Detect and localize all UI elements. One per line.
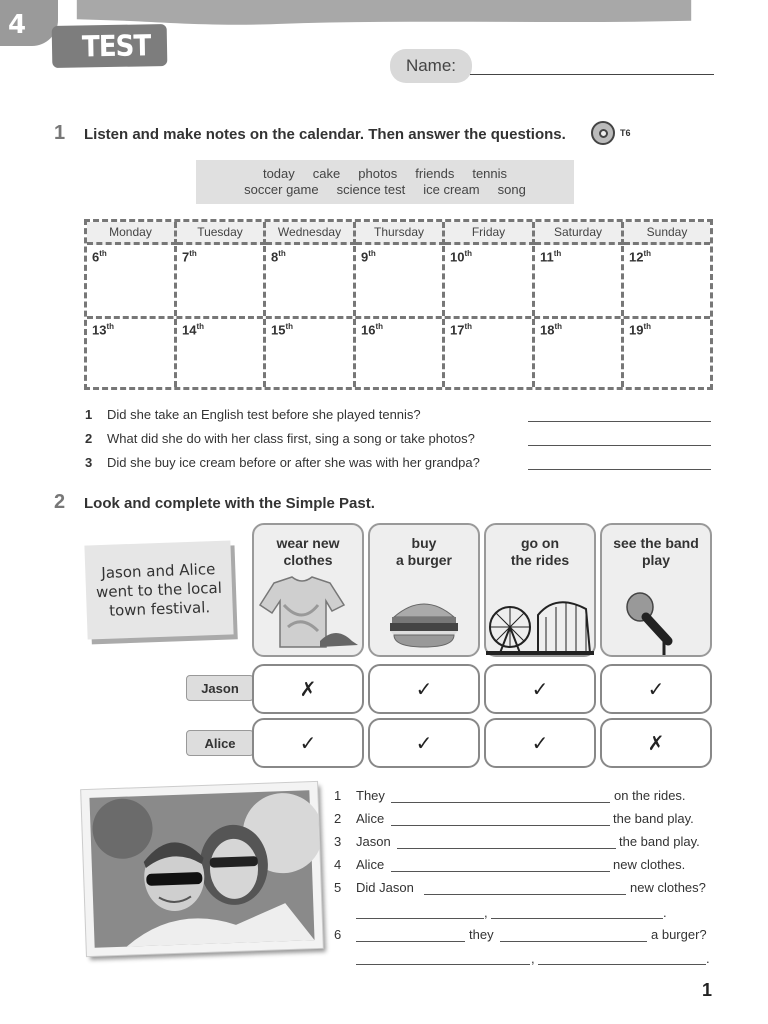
activity-card-see-band: see the band play: [600, 523, 712, 657]
word-item: today: [262, 166, 295, 181]
answer-line-1[interactable]: [528, 421, 711, 422]
audio-cd-icon[interactable]: [591, 121, 615, 145]
sentence-5: 5 Did Jason: [334, 880, 414, 895]
sentence-4: 4 Alice: [334, 857, 385, 872]
question-3: 3 Did she buy ice cream before or after she was with her grandpa?: [85, 455, 480, 470]
calendar-day-cell[interactable]: 7th: [177, 246, 266, 316]
sentence-6: 6: [334, 927, 342, 942]
calendar-day-cell[interactable]: 12th: [629, 249, 652, 265]
mark-cell: ✓: [368, 664, 480, 714]
day-header-saturday: Saturday: [535, 222, 624, 245]
exercise-1-number: 1: [54, 122, 66, 144]
period: .: [663, 905, 667, 920]
sentence-1-blank[interactable]: [391, 802, 610, 803]
sentence-3-blank[interactable]: [397, 848, 616, 849]
calendar-day-cell[interactable]: 11th: [535, 246, 624, 316]
track-number: T6: [620, 128, 631, 138]
name-field[interactable]: [470, 74, 714, 75]
answer-line-3[interactable]: [528, 469, 711, 470]
calendar-day-cell[interactable]: 19th: [629, 322, 652, 338]
word-item: science test: [336, 182, 406, 197]
answer-line-2[interactable]: [528, 445, 711, 446]
sentence-2: 2 Alice: [334, 811, 385, 826]
person-tag-jason: Jason: [186, 675, 254, 701]
day-header-friday: Friday: [445, 222, 535, 245]
calendar-day-cell[interactable]: 6th: [87, 246, 177, 316]
day-header-sunday: Sunday: [624, 222, 710, 245]
activity-card-go-on-rides: go on the rides: [484, 523, 596, 657]
sentence-6-answer-blank-2[interactable]: [538, 964, 706, 965]
mark-cell: ✓: [484, 718, 596, 768]
sentence-4-end: new clothes.: [613, 857, 686, 872]
day-header-wednesday: Wednesday: [266, 222, 356, 245]
sentence-5-blank[interactable]: [424, 894, 626, 895]
mark-cell: ✓: [252, 718, 364, 768]
activity-card-buy-burger: buy a burger: [368, 523, 480, 657]
sentence-5-answer-blank-1[interactable]: [356, 918, 484, 919]
person-tag-alice: Alice: [186, 730, 254, 756]
exercise-2-number: 2: [54, 491, 66, 513]
word-item: cake: [312, 166, 341, 181]
mark-cell: ✓: [600, 664, 712, 714]
mark-cell: ✓: [484, 664, 596, 714]
sentence-6-mid: they: [469, 927, 494, 942]
calendar: [84, 219, 713, 390]
activity-card-wear-clothes: wear new clothes: [252, 523, 364, 657]
unit-number: 4: [8, 10, 27, 40]
test-badge: TEST: [52, 24, 168, 68]
sentence-5-end: new clothes?: [630, 880, 706, 895]
calendar-day-cell[interactable]: 10th: [445, 246, 535, 316]
comma: ,: [531, 951, 535, 966]
sentence-2-end: the band play.: [613, 811, 694, 826]
word-item: friends: [415, 166, 455, 181]
microphone-icon: [602, 589, 710, 657]
intro-note: Jason and Alice went to the local town festival.: [84, 540, 233, 639]
word-item: ice cream: [423, 182, 480, 197]
word-item: song: [497, 182, 526, 197]
sentence-6-blank-2[interactable]: [500, 941, 647, 942]
word-item: tennis: [472, 166, 508, 181]
sentence-3: 3 Jason: [334, 834, 391, 849]
exercise-2-instruction: Look and complete with the Simple Past.: [84, 495, 375, 512]
sentence-1-end: on the rides.: [614, 788, 686, 803]
sentence-1: 1 They: [334, 788, 385, 803]
word-box: [196, 160, 574, 204]
period: .: [706, 951, 710, 966]
sentence-5-answer-blank-2[interactable]: [491, 918, 663, 919]
word-item: photos: [358, 166, 398, 181]
exercise-1-instruction: Listen and make notes on the calendar. Then answer the questions.: [84, 126, 566, 143]
comma: ,: [484, 905, 488, 920]
sentence-3-end: the band play.: [619, 834, 700, 849]
calendar-day-cell[interactable]: 14th: [177, 319, 266, 387]
clothes-icon: [254, 575, 362, 655]
sentence-2-blank[interactable]: [391, 825, 610, 826]
selfie-photo: [81, 782, 323, 956]
day-header-monday: Monday: [87, 222, 177, 245]
calendar-day-cell[interactable]: 17th: [445, 319, 535, 387]
word-item: soccer game: [244, 182, 319, 197]
photo-image: [81, 782, 323, 956]
calendar-day-cell[interactable]: 9th: [356, 246, 445, 316]
sentence-4-blank[interactable]: [391, 871, 610, 872]
rides-icon: [486, 595, 594, 655]
day-header-tuesday: Tuesday: [177, 222, 266, 245]
mark-cell: ✓: [368, 718, 480, 768]
calendar-day-cell[interactable]: 13th: [87, 319, 177, 387]
mark-cell: ✗: [600, 718, 712, 768]
sentence-6-blank-1[interactable]: [356, 941, 465, 942]
calendar-day-cell[interactable]: 15th: [266, 319, 356, 387]
name-label: Name:: [390, 49, 472, 83]
question-2: 2 What did she do with her class first, sing a song or take photos?: [85, 431, 475, 446]
calendar-day-cell[interactable]: 8th: [266, 246, 356, 316]
day-header-thursday: Thursday: [356, 222, 445, 245]
question-1: 1 Did she take an English test before she played tennis?: [85, 407, 421, 422]
calendar-day-cell[interactable]: 16th: [356, 319, 445, 387]
sentence-6-answer-blank-1[interactable]: [356, 964, 530, 965]
calendar-day-cell[interactable]: 18th: [535, 319, 624, 387]
mark-cell: ✗: [252, 664, 364, 714]
page-number: 1: [702, 980, 713, 1000]
sentence-6-end: a burger?: [651, 927, 707, 942]
burger-icon: [370, 591, 478, 655]
